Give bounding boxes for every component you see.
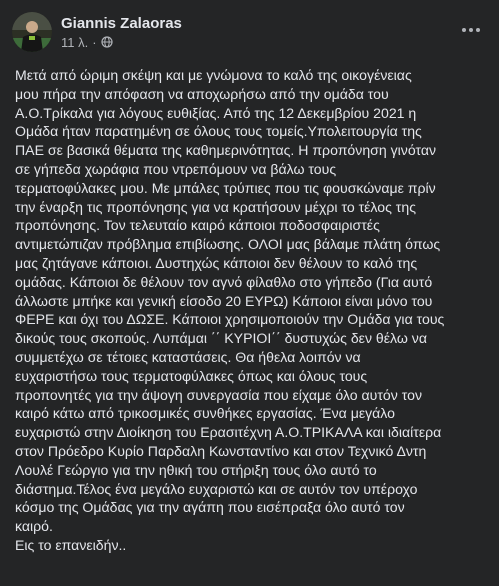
post-line: Λουλέ Γεώργιο για την ηθική του στήριξη τους όλο αυτό το: [15, 461, 377, 478]
post-line: ΦΕΡΕ και όχι του ΔΩΣΕ. Κάποιοι χρησιμοποιούν την Ομάδα για τους: [15, 311, 445, 328]
post-meta: [61, 14, 182, 51]
more-options-button[interactable]: [453, 12, 489, 48]
author-name[interactable]: Giannis Zalaoras: [61, 14, 182, 32]
post-line: ευχαριστήσω τους τερματοφύλακες όπως και όλους τους: [15, 367, 368, 384]
post-line: την έναρξη τις προπόνησης για να κρατήσουν μέχρι το τέλος της: [15, 198, 416, 215]
post-line: Εις το επανειδήν..: [15, 536, 127, 553]
globe-icon[interactable]: [101, 36, 113, 48]
post-line: ευχαριστώ στην Διοίκηση του Ερασιτέχνη Α.Ο.ΤΡΙΚΑΛΑ και ιδιαίτερα: [15, 424, 442, 441]
post-line: Μετά από ώριμη σκέψη και με γνώμονα το καλό της οικογένειας: [15, 67, 412, 83]
post-body: [15, 66, 490, 555]
avatar[interactable]: [12, 12, 52, 52]
post-line: προπόνησης. Τον τελευταίο καιρό κάποιοι ποδοσφαιριστές: [15, 217, 380, 234]
post-line: καιρό κάτω από τρικοσμικές συνθήκες εργασίας. Ένα μεγάλο: [15, 405, 395, 422]
post-timestamp[interactable]: 11 λ.: [61, 34, 89, 50]
post-line: διάστημα.Τέλος ένα μεγάλο ευχαριστώ και σε αυτόν τον υπέροχο: [15, 480, 418, 497]
post-line: ομάδας. Κάποιοι δε θέλουν τον αγνό φίλαθλο στο γήπεδο (Για αυτό: [15, 273, 433, 290]
post-line: σε γήπεδα χωράφια που ντρεπόμουν να βάλω τους: [15, 160, 337, 177]
post-line: μας ζητάγανε κάποιοι. Δυστηχώς κάποιοι δεν θέλουν το καλό της: [15, 254, 418, 271]
post-line: δικούς τους σκοπούς. Λυπάμαι ΄΄ ΚΥΡΙΟΙ΄΄ δυστυχώς δεν θέλω να: [15, 330, 427, 347]
post-line: αντιμετώπιζαν πρόβλημα επιβίωσης. ΟΛΟΙ μας βάλαμε πλάτη όπως: [15, 236, 441, 253]
more-options-icon: [462, 28, 466, 32]
separator-dot: ·: [92, 34, 97, 50]
post-line: καιρό.: [15, 518, 53, 535]
post-line: Ομάδα ήταν παρατημένη σε όλους τους τομείς.Υπολειτουργία της: [15, 123, 422, 140]
post-line: Α.Ο.Τρίκαλα για λόγους ευθιξίας. Από της 12 Δεκεμβρίου 2021 η: [15, 104, 417, 121]
post-line: άλλωστε μπήκε και γενική είσοδο 20 ΕΥΡΩ) Κάποιοι είναι μόνο του: [15, 292, 433, 309]
post-line: κόσμο της Ομάδας για την αγάπη που εισέπραξα όλο αυτό τον: [15, 499, 405, 516]
post-line: στον Πρόεδρο Κυρίο Παρδαλη Κωνσταντίνο και στον Τεχνικό Δντη: [15, 442, 427, 459]
post-line: τερματοφύλακες μου. Με μπάλες τρύπιες που τις φουσκώναμε πρίν: [15, 179, 436, 196]
profile-photo-icon: [12, 12, 52, 52]
post-line: μου πήρα την απόφαση να αποχωρήσω από την ομάδα του: [15, 85, 389, 102]
post-line: ΠΑΕ σε βασικά θέματα της καθημερινότητας. Η προπόνηση γινόταν: [15, 142, 437, 159]
more-options-icon-dot: [469, 28, 473, 32]
post-line: συμμετέχω σε τέτοιες καταστάσεις. Θα ήθελα λοιπόν να: [15, 348, 361, 365]
post-line: προπονητές για την άψογη συνεργασία που είχαμε όλο αυτόν τον: [15, 386, 422, 403]
post-subline: [61, 34, 182, 51]
post-header: [12, 10, 182, 54]
more-options-icon-dot: [476, 28, 480, 32]
